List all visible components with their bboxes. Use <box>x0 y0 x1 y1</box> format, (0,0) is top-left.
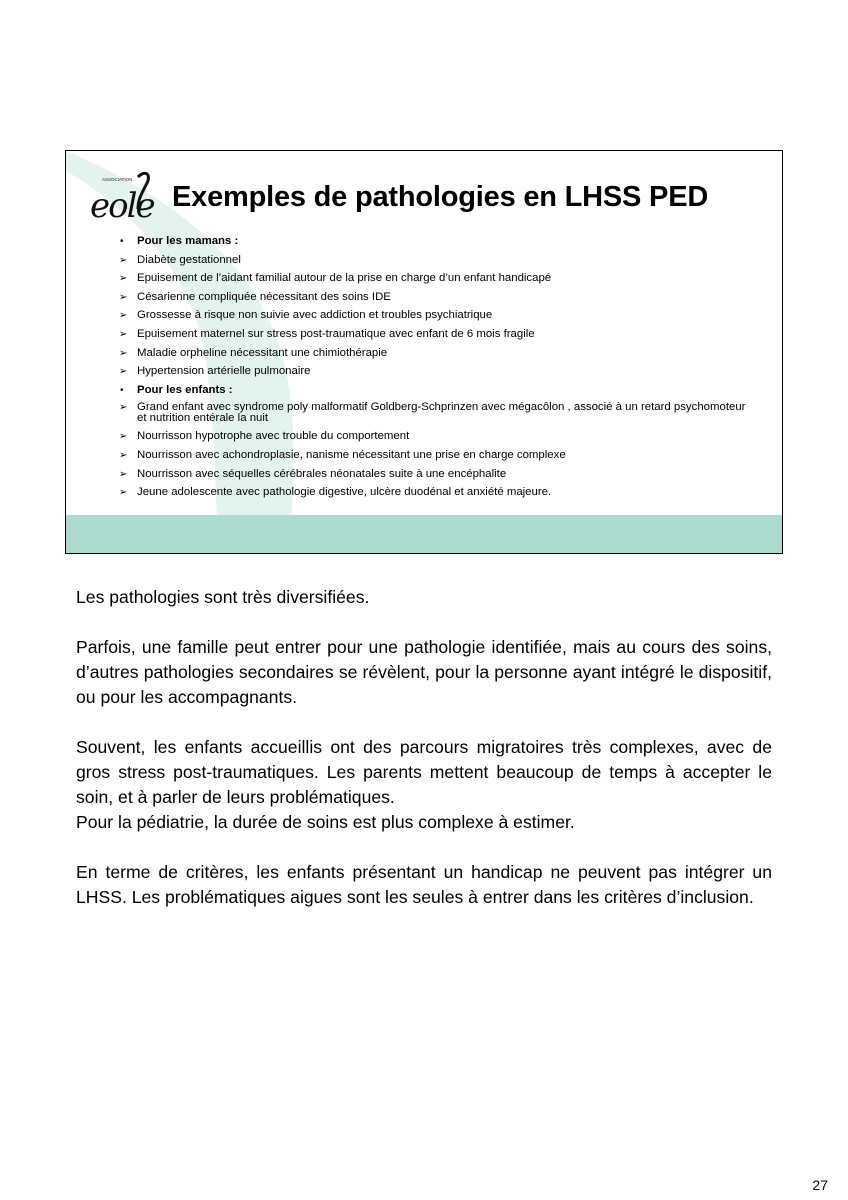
logo-brand: eole <box>90 186 154 225</box>
arrow-bullet-icon: ➢ <box>119 254 128 266</box>
bullet-icon: • <box>120 236 124 247</box>
list-item <box>117 291 757 304</box>
arrow-bullet-icon: ➢ <box>119 487 128 499</box>
paragraph-1: Les pathologies sont très diversifiées. <box>76 587 370 607</box>
list-item <box>117 402 757 424</box>
page-number: 27 <box>812 1177 828 1193</box>
list-item <box>117 309 757 322</box>
list-item-text: Nourrisson avec achondroplasie, nanisme nécessitant une prise en charge complexe <box>137 448 566 461</box>
list-item <box>117 430 757 443</box>
eole-logo <box>88 169 162 225</box>
arrow-bullet-icon: ➢ <box>119 402 128 414</box>
list-item-text: Epuisement de l’aidant familial autour de la prise en charge d’un enfant handicapé <box>137 272 552 285</box>
list-item <box>117 486 757 499</box>
paragraph-5: En terme de critères, les enfants présentant un handicap ne peuvent pas intégrer un LHSS. Les problématiques aigues sont les seules à entrer dans les critères d’inclusion. <box>76 862 772 907</box>
logo-small-text: ASSOCIATION <box>102 177 133 182</box>
list-item <box>117 328 757 341</box>
arrow-bullet-icon: ➢ <box>119 310 128 322</box>
bullet-icon: • <box>120 384 124 396</box>
pathology-list <box>117 235 757 505</box>
list-item-text: Grossesse à risque non suivie avec addiction et troubles psychiatrique <box>137 309 493 322</box>
list-item-text: Jeune adolescente avec pathologie digestive, ulcère duodénal et anxiété majeure. <box>137 486 552 499</box>
list-item <box>117 449 757 462</box>
arrow-bullet-icon: ➢ <box>119 366 128 378</box>
list-item-text: Maladie orpheline nécessitant une chimiothérapie <box>137 346 388 359</box>
list-item-text: Césarienne compliquée nécessitant des soins IDE <box>137 290 391 303</box>
arrow-bullet-icon: ➢ <box>119 347 128 359</box>
arrow-bullet-icon: ➢ <box>119 291 128 303</box>
bottom-band <box>66 515 782 553</box>
list-item-text: Nourrisson hypotrophe avec trouble du comportement <box>137 430 410 443</box>
list-item-text: Nourrisson avec séquelles cérébrales néonatales suite à une encéphalite <box>137 467 507 480</box>
list-item-text: Pour les enfants : <box>137 383 233 396</box>
arrow-bullet-icon: ➢ <box>119 328 128 340</box>
slide-title: Exemples de pathologies en LHSS PED <box>172 181 709 213</box>
paragraph-3: Souvent, les enfants accueillis ont des parcours migratoires très complexes, avec de gros stress post-traumatiques. Les parents mettent beaucoup de temps à accepter le soin, et à parler de leurs problématiques. <box>76 737 772 807</box>
arrow-bullet-icon: ➢ <box>119 273 128 285</box>
list-item-text: Diabète gestationnel <box>137 253 241 266</box>
list-heading <box>117 235 757 248</box>
list-item-text: Hypertension artérielle pulmonaire <box>137 365 311 378</box>
list-heading <box>117 384 757 397</box>
list-item <box>117 272 757 285</box>
arrow-bullet-icon: ➢ <box>119 468 128 480</box>
arrow-bullet-icon: ➢ <box>119 449 128 461</box>
paragraph-2: Parfois, une famille peut entrer pour une pathologie identifiée, mais au cours des soins, d’autres pathologies secondaires se révèlent, pour la personne ayant intégré le dispositif, ou pour les accompagnants. <box>76 637 772 707</box>
list-item-text: Epuisement maternel sur stress post-traumatique avec enfant de 6 mois fragile <box>137 327 535 340</box>
list-item <box>117 468 757 481</box>
list-item-text: Pour les mamans : <box>137 235 239 247</box>
slide-figure <box>65 150 783 554</box>
arrow-bullet-icon: ➢ <box>119 431 128 443</box>
list-item-text: Grand enfant avec syndrome poly malformatif Goldberg-Schprinzen avec mégacôlon , associé à un retard psychomoteur et nutrition entérale la nuit <box>137 401 746 425</box>
list-item <box>117 365 757 378</box>
paragraph-4: Pour la pédiatrie, la durée de soins est plus complexe à estimer. <box>76 812 575 832</box>
body-text <box>76 585 772 935</box>
list-item <box>117 347 757 360</box>
list-item <box>117 254 757 267</box>
